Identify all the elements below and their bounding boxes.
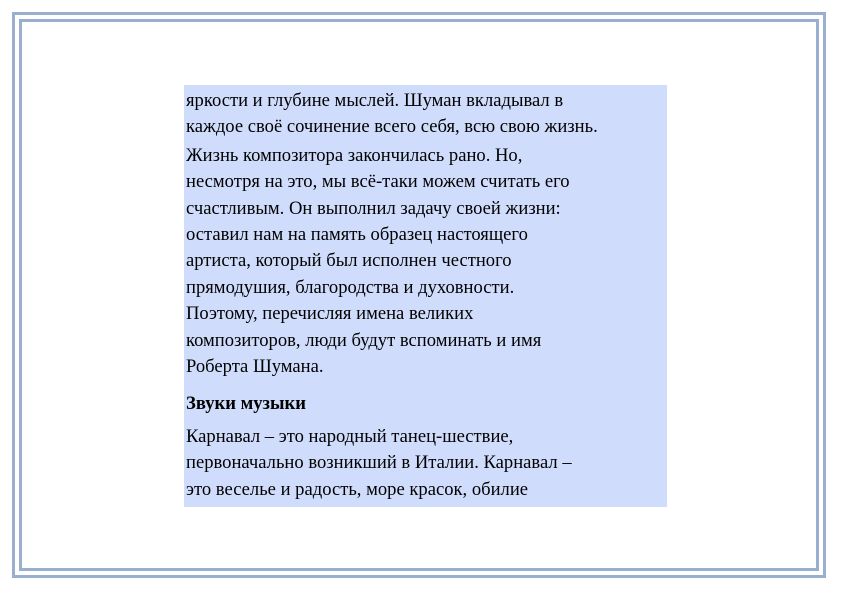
text-line: Поэтому, перечисляя имена великих — [186, 303, 474, 325]
text-line: Карнавал – это народный танец-шествие, — [186, 425, 514, 447]
text-line: оставил нам на память образец настоящего — [186, 224, 528, 246]
section-heading: Звуки музыки — [186, 393, 306, 415]
paragraph-1 — [186, 88, 665, 141]
paragraph-3 — [186, 424, 665, 503]
text-line: Роберта Шумана. — [186, 356, 324, 378]
text-line: Жизнь композитора закончилась рано. Но, — [186, 144, 523, 166]
text-line: прямодушия, благородства и духовности. — [186, 276, 515, 298]
text-line: композиторов, люди будут вспоминать и имя — [186, 329, 542, 351]
text-line: первоначально возникший в Италии. Карнавал – — [186, 452, 572, 474]
highlighted-text-block — [184, 85, 667, 507]
text-line: каждое своё сочинение всего себя, всю свою жизнь. — [186, 116, 598, 138]
text-line: это веселье и радость, море красок, обилие — [186, 478, 529, 500]
text-line: артиста, который был исполнен честного — [186, 250, 512, 272]
text-line: несмотря на это, мы всё-таки можем считать его — [186, 171, 570, 193]
paragraph-2 — [186, 143, 665, 381]
text-line: яркости и глубине мыслей. Шуман вкладывал в — [186, 90, 564, 111]
text-line: счастливым. Он выполнил задачу своей жизни: — [186, 197, 561, 219]
